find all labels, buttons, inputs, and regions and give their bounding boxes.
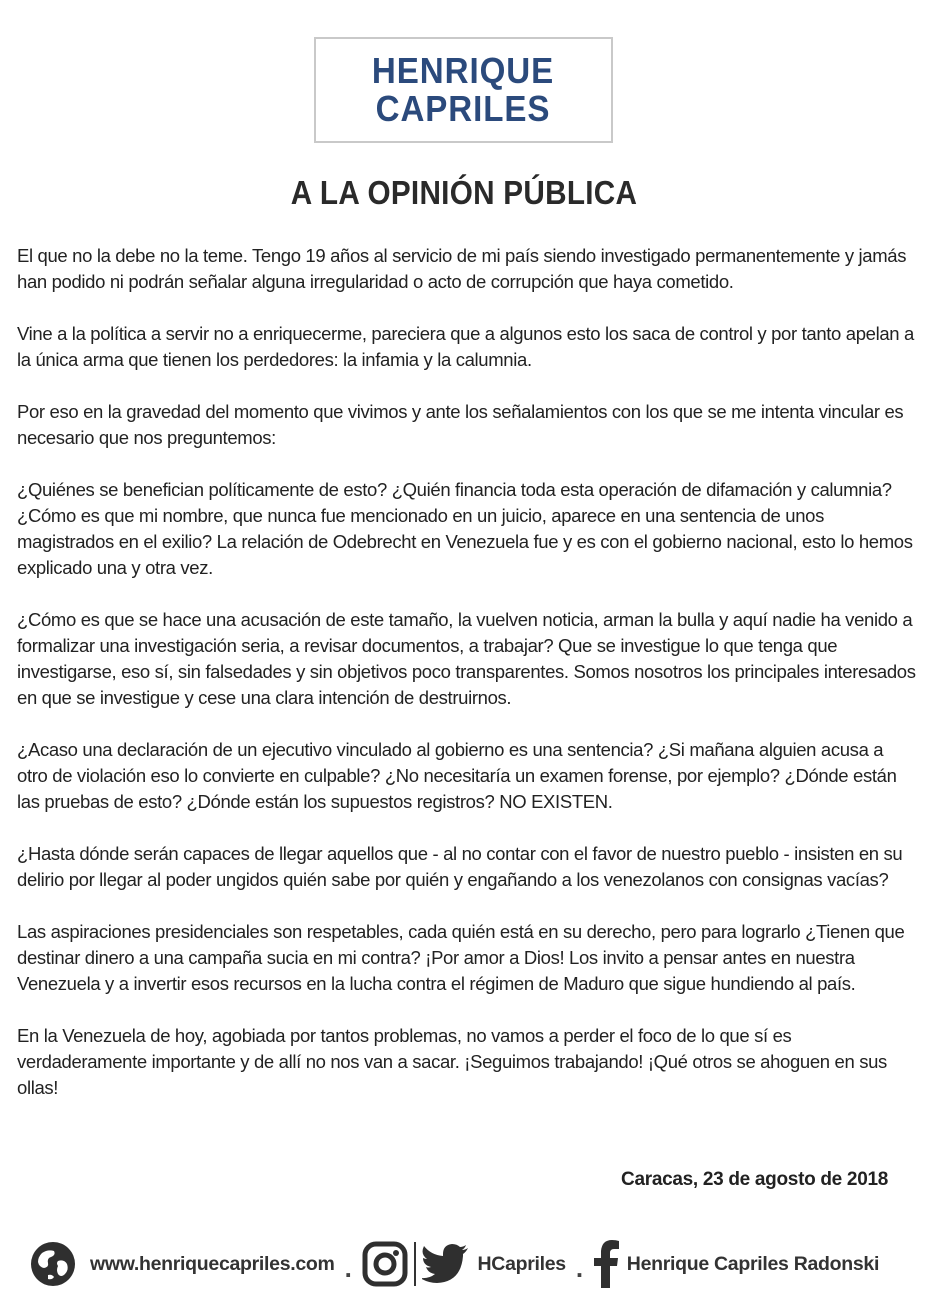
- facebook-icon[interactable]: [593, 1240, 619, 1288]
- page-title: A LA OPINIÓN PÚBLICA: [290, 174, 638, 211]
- paragraph: ¿Acaso una declaración de un ejecutivo vinculado al gobierno es una sentencia? ¿Si mañana alguien acusa a otro de violación eso lo convierte en culpable? ¿No necesitaría un examen forense, por ejemplo? ¿Dónde están las pruebas de esto? ¿Dónde están los supuestos registros? NO EXISTEN.: [17, 739, 897, 812]
- instagram-icon[interactable]: [362, 1241, 408, 1287]
- paragraph: El que no la debe no la teme. Tengo 19 años al servicio de mi país siendo investigado permanentemente y jamás han podido ni podrán señalar alguna irregularidad o acto de corrupción que haya cometido.: [17, 245, 907, 292]
- paragraph: ¿Hasta dónde serán capaces de llegar aquellos que - al no contar con el favor de nuestro pueblo - insisten en su delirio por llegar al poder ungidos quién sabe por quién y engañando a los venezolanos con consignas vacías?: [17, 843, 903, 890]
- paragraph: Vine a la política a servir no a enriquecerme, pareciera que a algunos esto los saca de control y por tanto apelan a la única arma que tienen los perdedores: la infamia y la calumnia.: [17, 323, 914, 370]
- globe-icon: [30, 1241, 76, 1287]
- facebook-name[interactable]: Henrique Capriles Radonski: [626, 1252, 880, 1275]
- paragraph: Las aspiraciones presidenciales son respetables, cada quién está en su derecho, pero para lograrlo ¿Tienen que destinar dinero a una campaña sucia en mi contra? ¡Por amor a Dios! Los invito a pensar antes en nuestra Venezuela y a invertir esos recursos en la lucha contra el régimen de Maduro que sigue hundiendo al país.: [17, 921, 905, 994]
- social-handle[interactable]: HCapriles: [477, 1252, 566, 1275]
- website-link[interactable]: www.henriquecapriles.com: [90, 1252, 335, 1275]
- logo-line-1: HENRIQUE: [372, 50, 555, 91]
- icon-divider: [414, 1242, 416, 1286]
- twitter-icon[interactable]: [422, 1243, 470, 1285]
- logo: [314, 37, 613, 143]
- paragraph: Por eso en la gravedad del momento que vivimos y ante los señalamientos con los que se me intenta vincular es necesario que nos preguntemos:: [17, 401, 904, 448]
- footer-separator: .: [575, 1252, 583, 1283]
- paragraph: En la Venezuela de hoy, agobiada por tantos problemas, no vamos a perder el foco de lo que sí es verdaderamente importante y de allí no nos van a sacar. ¡Seguimos trabajando! ¡Qué otros se ahoguen en sus ollas!: [17, 1025, 887, 1098]
- signature-date: Caracas, 23 de agosto de 2018: [621, 1169, 888, 1190]
- logo-line-2: CAPRILES: [376, 88, 551, 129]
- footer-separator: .: [344, 1252, 352, 1283]
- footer: [30, 1236, 910, 1292]
- paragraph: ¿Quiénes se benefician políticamente de esto? ¿Quién financia toda esta operación de difamación y calumnia? ¿Cómo es que mi nombre, que nunca fue mencionado en un juicio, aparece en una sentencia de unos magistrados en el exilio? La relación de Odebrecht en Venezuela fue y es con el gobierno nacional, esto lo hemos explicado una y otra vez.: [17, 479, 913, 578]
- paragraph: ¿Cómo es que se hace una acusación de este tamaño, la vuelven noticia, arman la bulla y aquí nadie ha venido a formalizar una investigación seria, a revisar documentos, a trabajar? Que se investigue lo que tenga que investigarse, eso sí, sin falsedades y sin objetivos poco transparentes. Somos nosotros los principales interesados en que se investigue y cese una clara intención de destruirnos.: [17, 609, 916, 708]
- letter-body: [17, 243, 917, 1127]
